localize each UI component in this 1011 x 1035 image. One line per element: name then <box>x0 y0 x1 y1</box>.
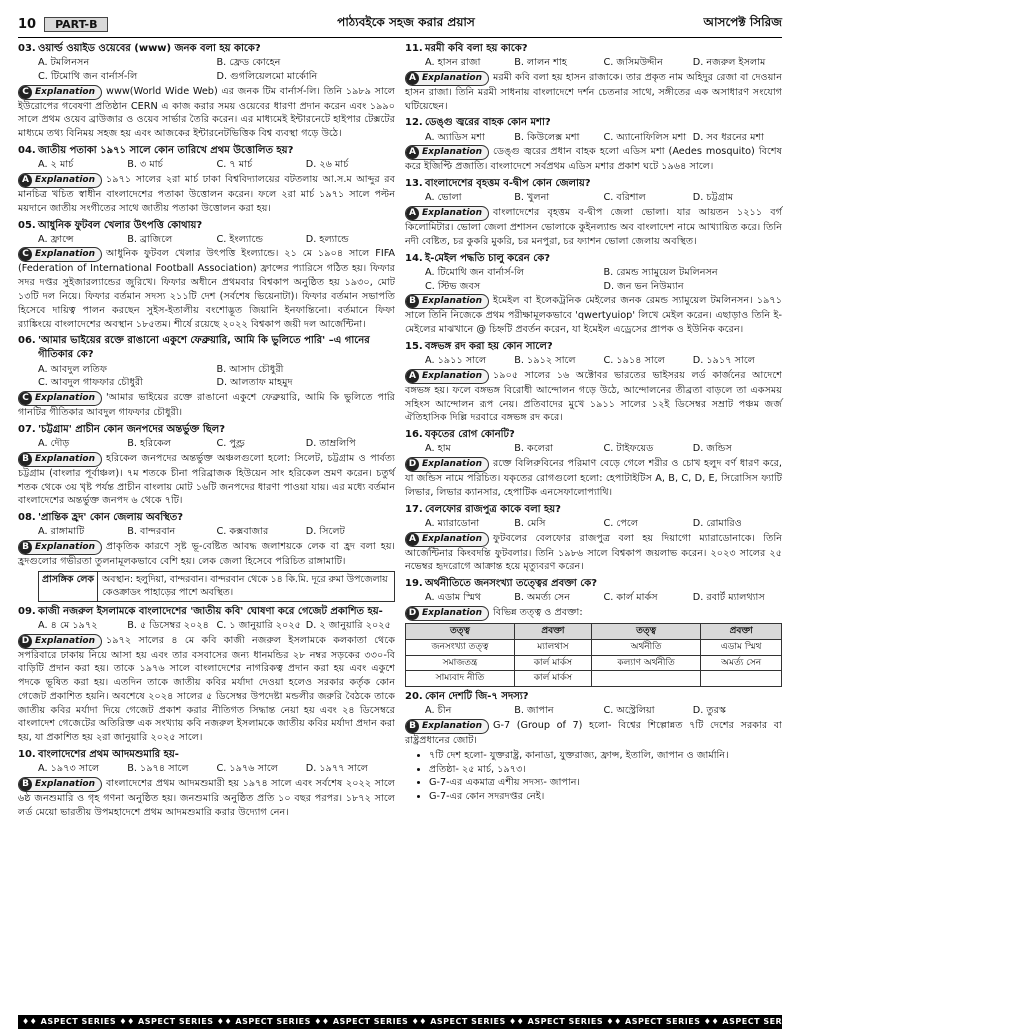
question-header <box>405 116 782 130</box>
table-cell: এডাম স্মিথ <box>701 639 782 655</box>
explanation-label: Explanation <box>422 370 483 381</box>
explanation-badge <box>18 540 102 555</box>
explanation-badge <box>405 71 489 86</box>
question-block <box>405 177 782 248</box>
note-label: প্রাসঙ্গিক লেক <box>39 572 98 601</box>
explanation <box>18 777 395 820</box>
table-cell <box>701 671 782 687</box>
question-block <box>18 144 395 215</box>
explanation-text: প্রাকৃতিক কারণে সৃষ্ট ভূ-বেষ্টিত আবদ্ধ জলাশয়কে লেক বা হ্রদ বলা হয়। হ্রদগুলোর গভীরতা তুলনামূলকভাবে বেশি হয়। লেক জেলা হিসেবে পরিচিত রাঙ্গামাটি। <box>18 541 395 568</box>
question-number: 04. <box>18 145 36 157</box>
question-text: 'প্রান্তিক হ্রদ' কোন জেলায় অবস্থিত? <box>38 512 184 524</box>
question-text: বাংলাদেশের প্রথম আদমশুমারি হয়- <box>38 748 179 760</box>
option: D. তুরস্ক <box>692 705 726 717</box>
table-row <box>406 655 782 671</box>
options-list <box>405 354 782 368</box>
question-number: 08. <box>18 512 36 524</box>
question-text: 'চট্টগ্রাম' প্রাচীন কোন জনপদের অন্তর্ভুক্ত ছিল? <box>38 423 226 435</box>
table-header-cell: প্রবক্তা <box>514 624 591 640</box>
question-block <box>405 503 782 574</box>
options-list <box>18 762 395 776</box>
options-list <box>18 619 395 633</box>
question-text: বঙ্গভঙ্গ রদ করা হয় কোন সালে? <box>425 340 553 352</box>
question-block <box>405 577 782 687</box>
options-list <box>405 442 782 456</box>
option: D. আলতাফ মাহমুদ <box>216 377 293 389</box>
option: B. কলেরা <box>514 443 554 455</box>
bullet-item: • ৭টি দেশ হলো- যুক্তরাষ্ট্র, কানাডা, যুক্তরাজ্য, ফ্রান্স, ইতালি, জাপান ও জার্মানি। <box>429 749 782 763</box>
answer-letter: B <box>406 295 419 308</box>
theory-table <box>405 623 782 687</box>
question-text: ডেঙ্গু জ্বরের বাহক কোন মশা? <box>425 117 551 129</box>
explanation <box>405 532 782 575</box>
option: D. চট্টগ্রাম <box>692 192 734 204</box>
answer-letter: B <box>19 778 32 791</box>
question-text: জাতীয় পতাকা ১৯৭১ সালে কোন তারিখে প্রথম উত্তোলিত হয়? <box>38 145 294 157</box>
explanation-text: বাংলাদেশের প্রথম আদমশুমারী হয় ১৯৭৪ সালে এবং সর্বশেষ ২০২২ সালে ৬ষ্ঠ জনশুমারি ও গৃহ গণনা অনুষ্ঠিত হয়। জনশুমারি অনুষ্ঠিত প্রতি ১০ বছর পরপর। ১৮৭২ সালে লর্ড মেয়ো ভারতীয় উপমহাদেশে প্রথম আদমশুমারি করার উদ্যোগ নেন। <box>18 777 395 818</box>
option: A. ১৯১১ সালে <box>425 355 487 367</box>
option: D. রোমারিও <box>692 517 742 529</box>
question-number: 11. <box>405 43 423 54</box>
question-text: ই-মেইল পদ্ধতি চালু করেন কে? <box>425 252 551 264</box>
question-block <box>405 252 782 337</box>
option: A. হাসন রাজা <box>425 57 481 69</box>
explanation-label: Explanation <box>35 249 96 260</box>
option: C. টিমোথি জন বার্নার্স-লি <box>38 70 138 82</box>
options-list <box>405 266 782 294</box>
bullet-item: • G-7-এর একমাত্র এশীয় সদস্য- জাপান। <box>429 776 782 790</box>
option: D. গুগলিয়েলমো মার্কোনি <box>216 70 318 82</box>
explanation-label: Explanation <box>422 296 483 307</box>
explanation-badge <box>18 85 102 100</box>
option: C. কক্সবাজার <box>216 526 269 538</box>
explanation-label: Explanation <box>422 147 483 158</box>
option: D. সিলেট <box>305 526 345 538</box>
option: C. বরিশাল <box>603 192 646 204</box>
explanation-badge <box>18 777 102 792</box>
question-block <box>18 334 395 420</box>
answer-letter: D <box>406 458 419 471</box>
explanation-label: Explanation <box>35 778 96 789</box>
answer-letter: A <box>406 207 419 220</box>
question-number: 10. <box>18 748 36 760</box>
explanation <box>18 173 395 216</box>
question-number: 13. <box>405 178 423 190</box>
table-cell: কার্ল মার্কস <box>514 655 591 671</box>
options-list <box>18 56 395 84</box>
note-text: অবস্থান: হলুদিয়া, বান্দরবান। বান্দরবান থেকে ১৪ কি.মি. দূরে রুমা উপজেলায় কেওক্রাডং পাহাড়ের পাশে অবস্থিত। <box>102 573 388 599</box>
question-text: বাংলাদেশের বৃহত্তম ব-দ্বীপ কোন জেলায়? <box>425 178 591 190</box>
question-number: 19. <box>405 578 423 590</box>
explanation-text: আধুনিক ফুটবল খেলার উৎপত্তি ইংল্যান্ডে। ২১ মে ১৯০৪ সালে FIFA (Federation of International Football Association) ফ্রান্সের প্যারিসে গঠিত হয়। ফিফার সদর দপ্তর সুইজারল্যান্ডের জুরিখে। ফিফার অধীনে প্রথমবার বিশ্বকাপ অনুষ্ঠিত হয় ১৯৩০, মোট ১৩টি দল নিয়ে। ফিফার বর্তমান সদস্য ২১১টি দেশ (সর্বশেষ ভিয়েনাটা)। ফিফার বর্তমান সভাপতি হিসেবে দায়িত্ব পালন করছেন সুইস-ইতালীয় বংশোদ্ভূত জিয়ানি ইনফান্তিনো। বর্তমানে ফিফা র‍্যাঙ্কিংয়ে বাংলাদেশের অবস্থান ১৮৫তম। শীর্ষে রয়েছে ২০২২ বিশ্বকাপ জয়ী দল আর্জেন্টিনা। <box>18 248 395 330</box>
options-list <box>405 591 782 605</box>
explanation-badge <box>405 719 489 734</box>
g7-bullet-list <box>429 749 782 804</box>
question-header <box>405 690 782 704</box>
question-number: 14. <box>405 252 423 264</box>
question-text: বেলফোর রাজপুত্র কাকে বলা হয়? <box>425 503 561 515</box>
option: D. নজরুল ইসলাম <box>692 57 766 69</box>
question-block <box>405 340 782 425</box>
table-cell: সাম্যবাদ নীতি <box>406 671 515 687</box>
explanation <box>18 247 395 331</box>
explanation <box>405 145 782 174</box>
option: C. ১৯৭৬ সালে <box>216 763 278 775</box>
question-header <box>405 503 782 517</box>
option: B. বান্দরবান <box>127 526 176 538</box>
bullet-item: • G-7-এর কোন সদরদপ্তর নেই। <box>429 790 782 804</box>
answer-letter: C <box>19 248 32 261</box>
option: A. টমলিনসন <box>38 57 90 69</box>
question-header <box>405 428 782 442</box>
question-number: 16. <box>405 429 423 441</box>
question-header <box>405 252 782 266</box>
answer-letter: D <box>19 635 32 648</box>
question-number: 03. <box>18 43 36 54</box>
option: C. ইংল্যান্ডে <box>216 233 264 245</box>
explanation-label: Explanation <box>422 608 483 619</box>
explanation-text: ১৯৭২ সালের ৪ মে কবি কাজী নজরুল ইসলামকে কলকাতা থেকে সপরিবারে ঢাকায় নিয়ে আসা হয় এবং তার বসবাসের জন্য ধানমন্ডির ২৮ নম্বর সড়কের ৩৩০-বি বাড়িটি প্রদান করা হয়। তাকে ১৯৭৬ সালে বাংলাদেশের নাগরিকত্ব প্রদান করা হয় এবং একুশে পদকে ভূষিত করা হয়। এতদিন তাকে জাতীয় কবির মর্যাদা দেওয়া হলেও সরকার কর্তৃক কোন গেজেট প্রকাশিত হয়নি। অবশেষে ২০২৪ সালের ৫ ডিসেম্বর উপদেষ্টা মন্ডলীর জরুরি বৈঠকে তাকে জাতীয় কবির মর্যাদা দিয়ে গেজেট প্রকাশ করার নীতিগত সিদ্ধান্ত নেয়া হয় এবং ২৪ ডিসেম্বরে বাংলাদেশ গেজেটের অতিরিক্ত এক সংখ্যায় কবি নজরুল ইসলামকে জাতীয় কবির মর্যাদা প্রদান করা হয়, যা প্রকাশিত হয় ২রা জানুয়ারি ২০২৫ সালে। <box>18 634 395 744</box>
explanation-badge <box>405 606 489 621</box>
option: C. আবদুল গাফফার চৌধুরী <box>38 377 143 389</box>
explanation-label: Explanation <box>35 393 96 404</box>
options-list <box>18 525 395 539</box>
option: C. ৭ মার্চ <box>216 159 253 171</box>
question-header <box>18 605 395 619</box>
question-number: 17. <box>405 503 423 515</box>
explanation <box>18 540 395 569</box>
table-cell <box>591 671 700 687</box>
explanation <box>18 452 395 508</box>
explanation <box>18 391 395 420</box>
question-header <box>405 177 782 191</box>
table-row <box>406 671 782 687</box>
option: A. এডাম স্মিথ <box>425 592 482 604</box>
option: A. চীন <box>425 705 452 717</box>
explanation-badge <box>405 145 489 160</box>
option: C. অ্যানোফিলিস মশা <box>603 131 687 143</box>
option: A. ৪ মে ১৯৭২ <box>38 619 98 631</box>
option: D. হল্যান্ডে <box>305 233 349 245</box>
question-number: 09. <box>18 605 36 617</box>
table-row <box>406 639 782 655</box>
option: A. রাঙ্গামাটি <box>38 526 85 538</box>
options-list <box>18 437 395 451</box>
explanation-badge <box>18 173 102 188</box>
options-list <box>405 131 782 145</box>
right-column <box>405 42 782 1007</box>
option: C. পুণ্ড্র <box>216 438 245 450</box>
table-cell: ম্যালথাস <box>514 639 591 655</box>
option: D. জন ভন নিউম্যান <box>603 280 684 292</box>
table-cell: জনসংখ্যা তত্ত্ব <box>406 639 515 655</box>
explanation-badge <box>405 532 489 547</box>
explanation-label: Explanation <box>422 721 483 732</box>
explanation-text: বাংলাদেশের বৃহত্তম ব-দ্বীপ জেলা ভোলা। যার আয়তন ১২১১ বর্গ কিলোমিটার। ভোলা জেলা প্রশাসন ভোলাকে কুইনল্যান্ড অব বাংলাদেশ নামে আখ্যায়িত করে। তিনি নদী বেষ্টিত, চর কুকরি মুকরি, চর মনপুরা, চর ফ্যাশন ভোলা জেলায় অবস্থিত। <box>405 207 782 247</box>
option: D. ১৯১৭ সালে <box>692 355 755 367</box>
option: D. রবার্ট ম্যালথ্যাস <box>692 592 765 604</box>
table-cell: অমর্ত্য সেন <box>701 655 782 671</box>
option: C. কার্ল মার্কস <box>603 592 658 604</box>
question-text: কোন দেশটি জি-৭ সদস্য? <box>425 691 529 703</box>
question-block <box>405 116 782 174</box>
explanation <box>405 71 782 114</box>
explanation-label: Explanation <box>35 453 96 464</box>
explanation <box>405 369 782 425</box>
related-note <box>38 571 395 602</box>
answer-letter: B <box>406 720 419 733</box>
options-list <box>405 704 782 718</box>
question-text: কাজী নজরুল ইসলামকে বাংলাদেশের 'জাতীয় কবি' ঘোষণা করে গেজেট প্রকাশিত হয়- <box>38 605 383 617</box>
table-header-cell: তত্ত্ব <box>406 624 515 640</box>
explanation-text: ১৯৭১ সালের ২রা মার্চ ঢাকা বিশ্ববিদ্যালয়ের বটতলায় আ.স.ম আব্দুর রব মানচিত্র খচিত স্বাধীন বাংলাদেশের পতাকা উত্তোলন করেন। ফলে ২রা মার্চ ১৯৭১ সালে পল্টন ময়দানে জাতীয় সংগীতের সাথে জাতীয় পতাকা উত্তোলন করা হয়। <box>18 173 395 214</box>
question-text: যকৃতের রোগ কোনটি? <box>425 429 515 441</box>
option: A. টিমোথি জন বার্নার্স-লি <box>425 266 525 278</box>
question-text: আধুনিক ফুটবল খেলার উৎপত্তি কোথায়? <box>38 219 203 231</box>
answer-letter: A <box>406 370 419 383</box>
option: A. ২ মার্চ <box>38 159 74 171</box>
explanation <box>405 606 782 621</box>
table-cell: সমাজতন্ত্র <box>406 655 515 671</box>
option: C. ১৯১৪ সালে <box>603 355 665 367</box>
question-number: 07. <box>18 423 36 435</box>
question-block <box>18 219 395 332</box>
answer-letter: B <box>19 453 32 466</box>
question-block <box>405 428 782 499</box>
explanation-label: Explanation <box>422 533 483 544</box>
option: B. ১৯১২ সালে <box>514 355 576 367</box>
question-block <box>18 748 395 819</box>
question-header <box>18 748 395 762</box>
question-number: 06. <box>18 335 36 347</box>
explanation-text: রক্তে বিলিরুবিনের পরিমাণ বেড়ে গেলে শরীর ও চোখ হলুদ বর্ণ ধারণ করে, যা জন্ডিস নামে পরিচিত। যকৃতের রোগগুলো হলো: হেপাটাইটিস A, B, C, D, E, সিরোসিস ফ্যাটি লিভার, লিভার ক্যানসার, হেপাটিক এনসেফালোপ্যাথি। <box>405 458 782 498</box>
question-block <box>18 605 395 745</box>
question-number: 20. <box>405 691 423 703</box>
explanation-text: 'আমার ভাইয়ের রক্তে রাঙানো একুশে ফেব্রুয়ারি, আমি কি ভুলিতে পারি গানটির গীতিকার আবদুল গাফফার চৌধুরী। <box>18 392 395 419</box>
answer-letter: C <box>19 86 32 99</box>
option: C. টাইফয়েড <box>603 443 654 455</box>
answer-letter: A <box>406 72 419 85</box>
question-number: 12. <box>405 117 423 129</box>
question-block <box>18 42 395 141</box>
option: A. অ্যাডিস মশা <box>425 131 485 143</box>
explanation-text: www(World Wide Web) এর জনক টিম বার্নার্স-লি। তিনি ১৯৮৯ সালে ইউরোপের গবেষণা প্রতিষ্ঠান CERN এ কাজ করার সময় ওয়েবের ধারণা প্রদান করেন এবং ১৯৯০ সালে প্রথম ওয়েব ব্রাউজার ও ওয়েব সার্ভার তৈরি করেন। এর মাধ্যমেই ইন্টারনেটে হাইপার টেক্সটের মাধ্যমে তথ্য বিনিময় সহজ হয় এবং আজকের ইন্টারনেটভিত্তিক বিশ্ব ব্যবস্থা গড়ে উঠে। <box>18 85 395 140</box>
part-label: PART-B <box>44 17 108 32</box>
explanation-label: Explanation <box>35 635 96 646</box>
table-cell: অর্থনীতি <box>591 639 700 655</box>
option: B. ব্রাজিলে <box>127 233 173 245</box>
explanation <box>405 719 782 748</box>
question-block <box>405 690 782 804</box>
option: A. ম্যারাডোনা <box>425 517 480 529</box>
explanation-text: G-7 (Group of 7) হলো- বিশ্বের শিল্পোন্নত ৭টি দেশের সরকার বা রাষ্ট্রপ্রধানের জোট। <box>405 720 782 747</box>
option: C. জসিমউদ্দীন <box>603 57 663 69</box>
option: A. ১৯৭৩ সালে <box>38 763 100 775</box>
explanation-text: ফুটবলের বেলফোর রাজপুত্র বলা হয় দিয়াগো ম্যারাডোনাকে। তিনি আর্জেন্টিনার কিংবদন্তি ফুটবলার। তিনি ১৯৮৬ সালে বিশ্বকাপ জয়লাভ করেন। ২০২৩ সালের ২৫ নভেম্বর হৃদরোগে আক্রান্ত হয়ে মৃত্যুবরণ করেন। <box>405 532 782 573</box>
option: B. ৩ মার্চ <box>127 159 163 171</box>
option: A. আবদুল লতিফ <box>38 363 108 375</box>
explanation-label: Explanation <box>422 208 483 219</box>
option: D. ২৬ মার্চ <box>305 159 349 171</box>
explanation <box>405 206 782 249</box>
option: B. রেমন্ড স্যামুয়েল টমলিনসন <box>603 266 718 278</box>
options-list <box>405 56 782 70</box>
explanation-text: হরিকেল জনপদের অন্তর্ভুক্ত অঞ্চলগুলো হলো: সিলেট, চট্টগ্রাম ও পার্বত্য চট্টগ্রাম (বাংলার পূর্বাঞ্চল)। ৭ম শতকে চীনা পরিব্রাজক হিউয়েন সাং হরিকেল ভ্রমণ করেন। চতুর্থ শতক থেকে ৩য় খৃষ্ট পর্যন্ত প্রাচীন বাংলায় মোট ১৬টি জনপদের ধারণা পাওয়া যায়। এর মধ্যে বর্তমান বাংলাদেশের অন্তর্ভুক্ত জনপদ ৬ থেকে ৭টি। <box>18 452 395 507</box>
explanation <box>405 294 782 337</box>
explanation-badge <box>405 369 489 384</box>
series-name: আসপেক্ট সিরিজ <box>703 15 782 29</box>
option: B. হরিকেল <box>127 438 172 450</box>
option: D. তাম্রলিপি <box>305 438 356 450</box>
question-header <box>405 42 782 56</box>
option: B. অমর্ত্য সেন <box>514 592 571 604</box>
explanation-label: Explanation <box>422 459 483 470</box>
explanation-badge <box>405 294 489 309</box>
option: B. মেসি <box>514 517 546 529</box>
table-header-cell: প্রবক্তা <box>701 624 782 640</box>
option: C. অস্ট্রেলিয়া <box>603 705 655 717</box>
explanation-badge <box>18 247 102 262</box>
question-number: 15. <box>405 340 423 352</box>
question-block <box>405 42 782 113</box>
explanation-badge <box>405 457 489 472</box>
question-text: মরমী কবি বলা হয় কাকে? <box>425 43 528 54</box>
option: A. দৌড় <box>38 438 70 450</box>
question-header <box>18 334 395 362</box>
table-cell: কার্ল মার্কস <box>514 671 591 687</box>
explanation-text: ডেঙ্গু জ্বরের প্রধান বাহক হলো এডিস মশা (Aedes mosquito) বিশেষ করে ইজিপ্টি প্রজাতি। বাংলাদেশে সর্বপ্রথম এডিস মশার প্রকাশ ঘটে ১৯৬৪ সালে। <box>405 146 782 173</box>
answer-letter: A <box>406 533 419 546</box>
option: C. পেলে <box>603 517 639 529</box>
answer-letter: B <box>19 541 32 554</box>
answer-letter: C <box>19 392 32 405</box>
question-header <box>18 42 395 56</box>
option: B. জাপান <box>514 705 554 717</box>
explanation-text: ১৯০৫ সালের ১৬ অক্টোবর ভারতের ভাইসরয় লর্ড কার্জনের আদেশে বঙ্গভঙ্গ হয়। ফলে বঙ্গভঙ্গ বিরোধী আন্দোলন গড়ে উঠে, আন্দোলনের তীব্রতা বাড়লে তা একসময় সহিংস আন্দোলন রূপ নেয়। প্রতিবাদের মুখে ১৯১১ সালের ১২ই ডিসেম্বর সম্রাট পঞ্চম জর্জ ঐতিহাসিক দিল্লি দরবারে বঙ্গভঙ্গ রদ করে। <box>405 369 782 424</box>
option: B. খুলনা <box>514 192 550 204</box>
question-header <box>18 423 395 437</box>
explanation-label: Explanation <box>35 542 96 553</box>
option: B. লালন শাহ <box>514 57 567 69</box>
question-header <box>18 219 395 233</box>
content-columns <box>18 42 782 1007</box>
option: B. ফ্রেড কোহেন <box>216 57 281 69</box>
answer-letter: A <box>406 146 419 159</box>
options-list <box>405 517 782 531</box>
options-list <box>18 233 395 247</box>
option: A. ভোলা <box>425 192 462 204</box>
explanation-text: বিভিন্ন তত্ত্ব ও প্রবক্তা: <box>493 607 583 619</box>
explanation-label: Explanation <box>422 72 483 83</box>
question-block <box>18 423 395 508</box>
option: B. আসাদ চৌধুরী <box>216 363 284 375</box>
explanation <box>18 634 395 745</box>
explanation-badge <box>18 452 102 467</box>
answer-letter: D <box>406 607 419 620</box>
question-number: 05. <box>18 219 36 231</box>
question-header <box>405 577 782 591</box>
page-header <box>18 14 782 38</box>
explanation-badge <box>18 634 102 649</box>
option: B. ৫ ডিসেম্বর ২০২৪ <box>127 619 209 631</box>
page-number: 10 <box>18 16 37 32</box>
question-block <box>18 511 395 601</box>
option: D. জন্ডিস <box>692 443 732 455</box>
option: A. হাম <box>425 443 451 455</box>
question-text: অর্থনীতিতে জনসংখ্যা তত্ত্বের প্রবক্তা কে? <box>425 578 598 590</box>
option: C. স্টিভ জবস <box>425 280 481 292</box>
bullet-item: • প্রতিষ্ঠা- ২৫ মার্চ, ১৯৭৩। <box>429 763 782 777</box>
option: A. ফ্রান্সে <box>38 233 74 245</box>
explanation-label: Explanation <box>35 86 96 97</box>
options-list <box>405 191 782 205</box>
question-text: 'আমার ভাইয়ের রক্তে রাঙানো একুশে ফেব্রুয়ারি, আমি কি ভুলিতে পারি' –এ গানের গীতিকার কে? <box>38 335 370 361</box>
options-list <box>18 363 395 391</box>
question-header <box>18 511 395 525</box>
explanation <box>405 457 782 500</box>
page-footer: ♦♦ ASPECT SERIES ♦♦ ASPECT SERIES ♦♦ ASPECT SERIES ♦♦ ASPECT SERIES ♦♦ ASPECT SERIES ♦♦ ASPECT SERIES ♦♦ ASPECT SERIES ♦♦ ASPECT SERIES ♦♦ ASPECT SERIES ♦♦ ASPECT SERIES ♦♦ <box>18 1015 782 1029</box>
option: B. ১৯৭৪ সালে <box>127 763 189 775</box>
table-header-cell: তত্ত্ব <box>591 624 700 640</box>
answer-letter: A <box>19 174 32 187</box>
explanation-text: মরমী কবি বলা হয় হাসন রাজাকে। তার প্রকৃত নাম অহিদুর রেজা বা দেওয়ান হাসন রাজা। তিনি মরমী সাধনায় বাংলাদেশে দর্শন চেতনার সাথে, সঙ্গীতের এক অসাধারণ সংযোগ ঘটিয়েছেন। <box>405 71 782 112</box>
table-cell: কল্যাণ অর্থনীতি <box>591 655 700 671</box>
explanation-text: ইমেইল বা ইলেকট্রনিক মেইলের জনক রেমন্ড স্যামুয়েল টমলিনসন। ১৯৭১ সালে তিনি নিজেকে প্রথম পরীক্ষামূলকভাবে 'qwertyuiop' লিখে মেইল করেন। এছাড়াও তিনি ই-মেইলের মাঝখানে @ চিহ্নটি প্রবর্তন করেন, যা ইমেইল এড্রেসের প্রাপক ও ইউনিক করেন। <box>405 295 782 336</box>
option: C. ১ জানুয়ারি ২০২৫ <box>216 619 301 631</box>
option: B. কিউলেক্স মশা <box>514 131 580 143</box>
explanation-badge <box>18 391 102 406</box>
option: D. ১৯৭৭ সালে <box>305 763 368 775</box>
header-title: পাঠ্যবইকে সহজ করার প্রয়াস <box>337 15 475 29</box>
option: D. সব ধরনের মশা <box>692 131 765 143</box>
options-list <box>18 158 395 172</box>
question-text: ওয়ার্ল্ড ওয়াইড ওয়েবের (www) জনক বলা হয় কাকে? <box>38 43 261 54</box>
question-header <box>18 144 395 158</box>
option: D. ২ জানুয়ারি ২০২৫ <box>305 619 391 631</box>
explanation-badge <box>405 206 489 221</box>
explanation <box>18 85 395 141</box>
left-column <box>18 42 395 1007</box>
question-header <box>405 340 782 354</box>
explanation-label: Explanation <box>35 174 96 185</box>
